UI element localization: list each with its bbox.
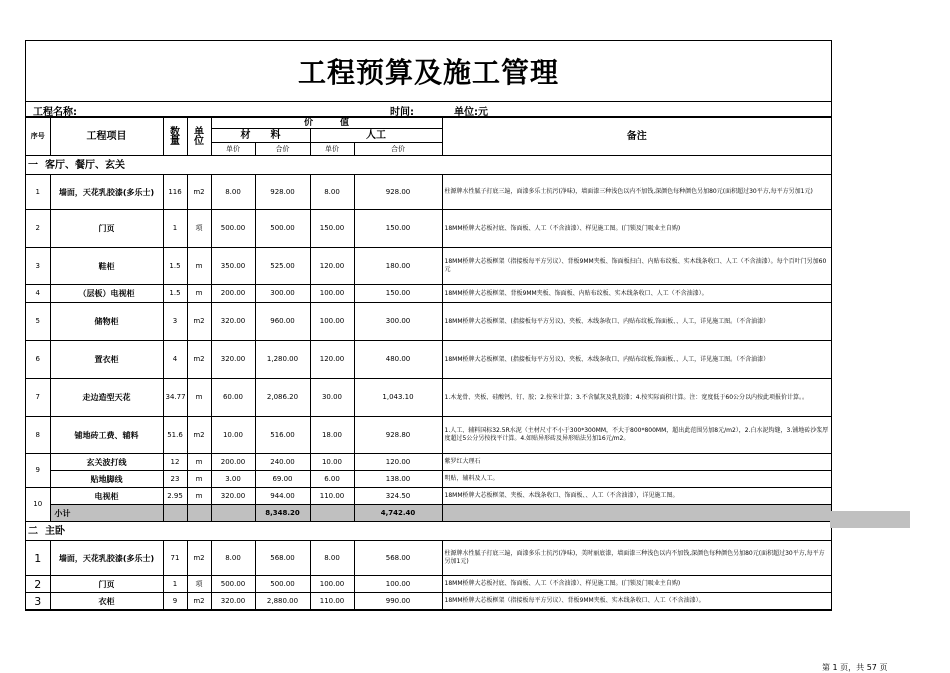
budget-table [26,117,831,610]
subtotal-empty [187,505,211,522]
row-qty: 2.95 [163,488,187,505]
row-item-name: 储物柜 [50,303,163,341]
row-material-total: 516.00 [255,417,310,454]
table-row [26,341,831,379]
row-qty: 1.5 [163,285,187,303]
info-row [26,102,831,117]
row-labor-unit-price: 110.00 [310,488,354,505]
header-remarks: 备注 [442,118,831,156]
table-row [26,175,831,210]
row-material-unit-price: 10.00 [211,417,255,454]
row-material-unit-price: 500.00 [211,210,255,248]
row-seq: 4 [26,285,50,303]
table-row [26,379,831,417]
subtotal-label: 小计 [50,505,163,522]
section-name: 主卧 [44,525,65,537]
row-material-unit-price: 8.00 [211,541,255,576]
row-labor-unit-price: 120.00 [310,248,354,285]
row-labor-total: 300.00 [354,303,442,341]
row-unit: m2 [187,417,211,454]
subtotal-row [26,505,831,522]
row-qty: 1 [163,210,187,248]
row-item-name: （层板）电视柜 [50,285,163,303]
row-remarks: 18MM桥牌大芯板框架、(指接板每平方另议)、夹板、木线条收口、内贴布纹板,饰面板、、人工，详见施工图。（不含油漆） [442,341,831,379]
table-row [26,210,831,248]
row-material-unit-price: 320.00 [211,488,255,505]
row-labor-total: 928.80 [354,417,442,454]
subtotal-row-overflow [830,511,910,528]
row-material-unit-price: 8.00 [211,175,255,210]
row-unit: m [187,471,211,488]
row-item-name: 墙面，天花乳胶漆(多乐士) [50,175,163,210]
row-labor-unit-price: 18.00 [310,417,354,454]
row-material-total: 944.00 [255,488,310,505]
row-item-name: 置衣柜 [50,341,163,379]
row-labor-unit-price: 110.00 [310,593,354,610]
row-unit: m [187,285,211,303]
row-qty: 34.77 [163,379,187,417]
header-seq: 序号 [26,118,50,156]
unit-label: 单位:元 [454,107,488,118]
section-header [26,156,831,175]
row-labor-unit-price: 100.00 [310,576,354,593]
row-material-unit-price: 320.00 [211,341,255,379]
row-remarks: 18MM桥牌大芯板框架、背板9MM夹板、饰面板、内贴布纹板、实木线条收口、人工（不含油漆）。 [442,285,831,303]
row-seq: 1 [26,175,50,210]
row-item-name: 走边造型天花 [50,379,163,417]
row-material-total: 525.00 [255,248,310,285]
row-seq: 7 [26,379,50,417]
row-material-total: 2,880.00 [255,593,310,610]
row-remarks: 18MM桥牌大芯板框架、夹板、木线条收口、饰面板、、人工（不含油漆），详见施工图。 [442,488,831,505]
subtotal-material-total: 8,348.20 [255,505,310,522]
subtotal-empty [442,505,831,522]
row-unit: m [187,454,211,471]
row-material-unit-price: 200.00 [211,285,255,303]
row-labor-unit-price: 120.00 [310,341,354,379]
table-row [26,454,831,471]
header-labor-unit-price: 单价 [310,143,354,156]
section-number: 一 [28,159,38,171]
row-seq: 1 [26,541,50,576]
row-unit: m2 [187,541,211,576]
table-row [26,417,831,454]
row-material-total: 568.00 [255,541,310,576]
header-material-unit-price: 单价 [211,143,255,156]
row-material-total: 2,086.20 [255,379,310,417]
row-labor-total: 180.00 [354,248,442,285]
table-row [26,541,831,576]
row-labor-total: 990.00 [354,593,442,610]
row-remarks: 明贴，辅料及人工。 [442,471,831,488]
row-seq: 2 [26,210,50,248]
row-material-total: 928.00 [255,175,310,210]
row-item-name: 电视柜 [50,488,163,505]
row-unit: m2 [187,341,211,379]
row-qty: 4 [163,341,187,379]
row-labor-unit-price: 150.00 [310,210,354,248]
row-labor-total: 1,043.10 [354,379,442,417]
row-unit: m [187,488,211,505]
subtotal-labor-total: 4,742.40 [354,505,442,522]
row-item-name: 鞋柜 [50,248,163,285]
header-unit: 单位 [187,118,211,156]
row-material-total: 500.00 [255,576,310,593]
header-item: 工程项目 [50,118,163,156]
row-seq: 9 [26,454,50,488]
row-labor-unit-price: 6.00 [310,471,354,488]
header-value-group: 价 值 [211,118,442,129]
header-qty: 数量 [163,118,187,156]
subtotal-empty [163,505,187,522]
section-name: 客厅、餐厅、玄关 [44,159,125,171]
row-material-unit-price: 200.00 [211,454,255,471]
row-unit: m2 [187,593,211,610]
row-labor-total: 928.00 [354,175,442,210]
row-remarks: 18MM桥牌大芯板框架（指接板每平方另议）、背板9MM夹板、实木线条收口、人工（不含油漆）。 [442,593,831,610]
section-header [26,522,831,541]
row-material-unit-price: 320.00 [211,303,255,341]
row-material-total: 500.00 [255,210,310,248]
table-row [26,471,831,488]
row-item-name: 门页 [50,210,163,248]
row-material-unit-price: 350.00 [211,248,255,285]
row-material-unit-price: 320.00 [211,593,255,610]
row-qty: 51.6 [163,417,187,454]
row-remarks: 紫罗红大理石 [442,454,831,471]
row-qty: 1 [163,576,187,593]
row-item-name: 门页 [50,576,163,593]
row-unit: m [187,379,211,417]
row-remarks: 柱源牌水性腻子打底三遍，面漆多乐士抗污(净味)，美时丽底漆，墙面漆三种浅色以内不加钱,深颜色每种颜色另加80元(面积超过30平方,每平方另加1元) [442,541,831,576]
row-labor-unit-price: 8.00 [310,541,354,576]
row-item-name: 墙面，天花乳胶漆(多乐士) [50,541,163,576]
header-material: 材 料 [211,129,310,143]
row-material-unit-price: 500.00 [211,576,255,593]
row-labor-total: 480.00 [354,341,442,379]
row-labor-total: 120.00 [354,454,442,471]
table-row [26,303,831,341]
row-remarks: 18MM桥牌大芯板衬底、饰面板、人工（不含油漆）、样见施工图。(门锁及门吸业主自购) [442,576,831,593]
page-title: 工程预算及施工管理 [26,41,831,102]
row-qty: 3 [163,303,187,341]
row-unit: m2 [187,303,211,341]
row-labor-total: 568.00 [354,541,442,576]
row-material-unit-price: 3.00 [211,471,255,488]
header-material-total-price: 合价 [255,143,310,156]
row-unit: m [187,248,211,285]
row-remarks: 1.人工、辅料国标32.5R水泥（主材尺寸不小于300*300MM，不大于800*800MM，超出此范围另加8元/m2），2.白水泥钩缝，3.铺地砖沙浆厚度超过5公分另按找平计算。4.如贴异形砖及异形贴法另加16元/m2。 [442,417,831,454]
row-labor-unit-price: 8.00 [310,175,354,210]
table-row [26,576,831,593]
row-item-name: 贴地脚线 [50,471,163,488]
row-item-name: 衣柜 [50,593,163,610]
row-unit: m2 [187,175,211,210]
row-seq: 6 [26,341,50,379]
row-qty: 9 [163,593,187,610]
section-number: 二 [28,525,38,537]
subtotal-empty [211,505,255,522]
row-remarks: 18MM桥牌大芯板框架、(指接板每平方另议)、夹板、木线条收口、内贴布纹板,饰面板、、人工，详见施工图。（不含油漆） [442,303,831,341]
row-material-total: 960.00 [255,303,310,341]
row-item-name: 玄关波打线 [50,454,163,471]
row-material-total: 300.00 [255,285,310,303]
header-labor-total-price: 合价 [354,143,442,156]
budget-sheet [25,40,832,611]
time-label: 时间: [390,107,414,118]
row-seq: 8 [26,417,50,454]
row-labor-total: 150.00 [354,210,442,248]
row-remarks: 1.木龙骨、夹板、硅酸钙、钉、胶；2.按米计算；3.不含腻灰及乳胶漆；4.按实际面积计算。注：宽度低于60公分以内按此项报价计算。。 [442,379,831,417]
table-row [26,285,831,303]
row-material-total: 1,280.00 [255,341,310,379]
row-remarks: 18MM桥牌大芯板框架（指接板每平方另议）、背板9MM夹板、饰面板扫白、内贴布纹板、实木线条收口、人工（不含油漆）。每个百叶门另加60元 [442,248,831,285]
row-qty: 23 [163,471,187,488]
row-unit: 项 [187,576,211,593]
row-item-name: 铺地砖工费、辅料 [50,417,163,454]
row-material-unit-price: 60.00 [211,379,255,417]
row-seq: 3 [26,593,50,610]
row-material-total: 69.00 [255,471,310,488]
row-labor-total: 150.00 [354,285,442,303]
row-unit: 项 [187,210,211,248]
row-labor-unit-price: 10.00 [310,454,354,471]
row-labor-unit-price: 30.00 [310,379,354,417]
header-labor: 人工 [310,129,442,143]
row-seq: 5 [26,303,50,341]
row-seq: 2 [26,576,50,593]
subtotal-empty [310,505,354,522]
row-qty: 71 [163,541,187,576]
table-row [26,593,831,610]
table-row [26,488,831,505]
project-name-label: 工程名称: [33,107,77,118]
page-footer: 第 1 页，共 57 页 [822,663,888,672]
table-row [26,248,831,285]
row-qty: 116 [163,175,187,210]
row-material-total: 240.00 [255,454,310,471]
row-labor-total: 138.00 [354,471,442,488]
row-seq: 3 [26,248,50,285]
row-labor-total: 324.50 [354,488,442,505]
row-qty: 12 [163,454,187,471]
row-remarks: 18MM桥牌大芯板衬底、饰面板、人工（不含油漆）、样见施工图。(门锁及门吸业主自购) [442,210,831,248]
row-labor-unit-price: 100.00 [310,303,354,341]
row-seq: 10 [26,488,50,522]
row-remarks: 柱源牌水性腻子打底三遍，面漆多乐士抗污(净味)，墙面漆三种浅色以内不加钱,深颜色每种颜色另加80元(面积超过30平方,每平方另加1元) [442,175,831,210]
row-qty: 1.5 [163,248,187,285]
row-labor-unit-price: 100.00 [310,285,354,303]
row-labor-total: 100.00 [354,576,442,593]
